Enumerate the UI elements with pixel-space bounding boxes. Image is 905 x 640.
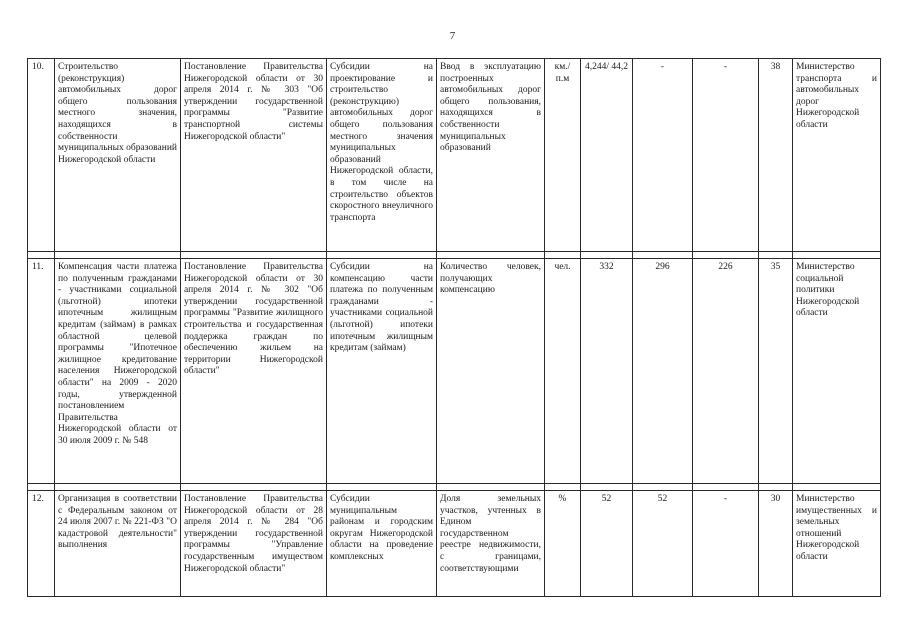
value-1: 4,244/ 44,2 [581, 59, 633, 252]
value-1: 52 [581, 491, 633, 597]
unit: чел. [545, 259, 581, 484]
table-row [28, 259, 881, 484]
value-1: 332 [581, 259, 633, 484]
row-number: 10. [28, 59, 55, 252]
value-3: 226 [693, 259, 759, 484]
value-2: 52 [633, 491, 693, 597]
ministry: Министерство транспорта и автомобильных дорог Нижегородской области [793, 59, 881, 252]
ministry: Министерство социальной политики Нижегородской области [793, 259, 881, 484]
indicator-name: Доля земельных участков, учтенных в Едином государственном реестре недвижимости, с границами, соответствующими [437, 491, 545, 597]
subsidy-form: Субсидии на компенсацию части платежа по полученным гражданами - участниками социальной (льготной) ипотеки ипотечным жилищным кредитам (займам) [327, 259, 437, 484]
page-number: 7 [449, 30, 456, 42]
table-row [28, 59, 881, 252]
table-row [28, 491, 881, 597]
subsidy-form: Субсидии на проектирование и строительство (реконструкцию) автомобильных дорог общего пользования местного значения муниципальных образований Нижегородской области, в том числе на строительство объектов скоростного внеуличного транспорта [327, 59, 437, 252]
row-number: 11. [28, 259, 55, 484]
measure-name: Строительство (реконструкция) автомобильных дорог общего пользования местного значения, находящихся в собственности муниципальных образований Нижегородской области [55, 59, 181, 252]
value-4: 35 [759, 259, 793, 484]
value-2: - [633, 59, 693, 252]
legal-document: Постановление Правительства Нижегородской области от 30 апреля 2014 г. № 303 "Об утверждении государственной программы "Развитие транспортной системы Нижегородской области" [181, 59, 327, 252]
measure-name: Организация в соответствии с Федеральным законом от 24 июля 2007 г. № 221-ФЗ "О кадастровой деятельности" выполнения [55, 491, 181, 597]
spacer-row [28, 252, 881, 259]
unit: % [545, 491, 581, 597]
value-4: 30 [759, 491, 793, 597]
measure-name: Компенсация части платежа по полученным гражданами - участниками социальной (льготной) ипотеки ипотечным жилищным кредитам (займам) в рамках областной целевой программы "Ипотечное жилищное кредитование населения Нижегородской области" на 2009 - 2020 годы, утвержденной постановлением Правительства Нижегородской области от 30 июля 2009 г. № 548 [55, 259, 181, 484]
indicator-name: Количество человек, получающих компенсацию [437, 259, 545, 484]
row-number: 12. [28, 491, 55, 597]
value-4: 38 [759, 59, 793, 252]
value-3: - [693, 491, 759, 597]
legal-document: Постановление Правительства Нижегородской области от 30 апреля 2014 г. № 302 "Об утверждении государственной программы "Развитие жилищного строительства и государственная поддержка граждан по обеспечению жильем на территории Нижегородской области" [181, 259, 327, 484]
value-3: - [693, 59, 759, 252]
subsidy-form: Субсидии муниципальным районам и городским округам Нижегородской области на проведение комплексных [327, 491, 437, 597]
ministry: Министерство имущественных и земельных отношений Нижегородской области [793, 491, 881, 597]
subsidies-table [27, 58, 881, 597]
value-2: 296 [633, 259, 693, 484]
legal-document: Постановление Правительства Нижегородской области от 28 апреля 2014 г. № 284 "Об утверждении государственной программы "Управление государственным имуществом Нижегородской области" [181, 491, 327, 597]
indicator-name: Ввод в эксплуатацию построенных автомобильных дорог общего пользования, находящихся в собственности муниципальных образований [437, 59, 545, 252]
spacer-row [28, 484, 881, 491]
unit: км./п.м [545, 59, 581, 252]
